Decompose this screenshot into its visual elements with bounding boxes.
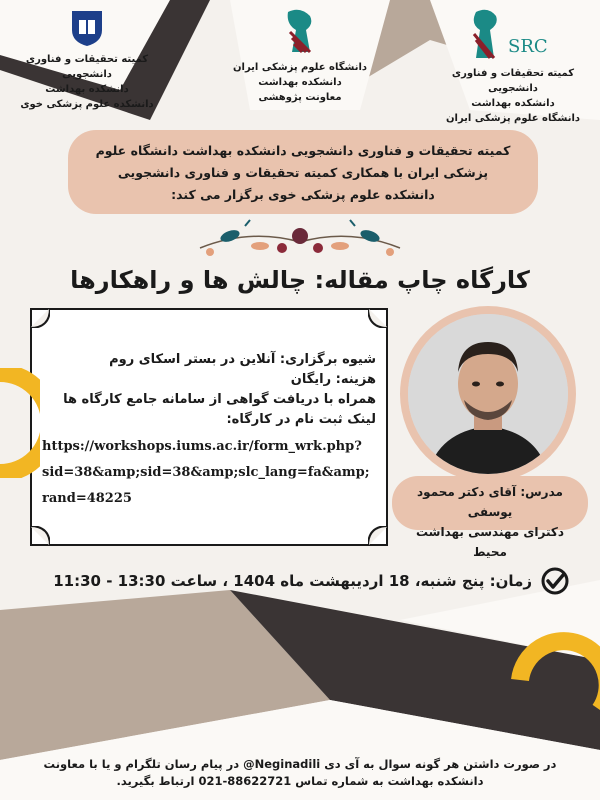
- src-logo-text: SRC: [508, 36, 548, 57]
- registration-link-line1[interactable]: https://workshops.iums.ac.ir/form_wrk.php?: [42, 439, 362, 454]
- registration-link-line3[interactable]: rand=48225: [42, 491, 132, 506]
- info-box: [30, 308, 388, 546]
- logo-right-line2: دانشکده بهداشت: [471, 98, 555, 109]
- teacher-name: مدرس: آقای دکتر محمود یوسفی: [417, 485, 563, 519]
- logo-center-line2: دانشکده بهداشت: [258, 77, 342, 88]
- teacher-portrait-icon: [408, 314, 568, 474]
- corner-notch-icon: [368, 308, 388, 328]
- time-row: [40, 566, 570, 596]
- shield-logo-icon: [69, 8, 105, 48]
- yellow-ring-decoration: [0, 368, 40, 478]
- src-logo-icon: [466, 8, 506, 62]
- footer-line1: در صورت داشتن هر گونه سوال به آی دی Neginadili@ در پیام رسان تلگرام و یا با معاونت: [43, 757, 557, 771]
- info-mode: شیوه برگزاری: آنلاین در بستر اسکای روم: [109, 352, 376, 367]
- intro-line3: دانشکده علوم پزشکی خوی برگزار می کند:: [171, 187, 435, 202]
- logo-center-line3: معاونت پژوهشی: [258, 92, 342, 103]
- workshop-title: کارگاه چاپ مقاله: چالش ها و راهکارها: [70, 266, 530, 294]
- floral-ornament: [190, 218, 410, 260]
- info-certificate: همراه با دریافت گواهی از سامانه جامع کارگاه ها: [63, 392, 376, 407]
- teacher-degree: دکترای مهندسی بهداشت محیط: [415, 525, 565, 559]
- logo-left: [2, 8, 172, 112]
- university-logo-icon: [280, 8, 320, 56]
- intro-box: [68, 130, 538, 214]
- intro-line1: کمیته تحقیقات و فناوری دانشجویی دانشکده بهداشت دانشگاه علوم: [95, 143, 511, 158]
- teacher-photo: [408, 314, 568, 474]
- registration-link-line2[interactable]: sid=38&amp;sid=38&amp;slc_lang=fa&amp;: [42, 465, 370, 480]
- logo-center-line1: دانشگاه علوم پزشکی ایران: [232, 62, 368, 73]
- checkmark-circle-icon: [540, 566, 570, 596]
- info-link-label: لینک ثبت نام در کارگاه:: [226, 412, 376, 427]
- logo-right-line3: دانشگاه علوم پزشکی ایران: [445, 113, 581, 124]
- teacher-box: [392, 476, 588, 559]
- logo-left-line2: دانشکده بهداشت: [45, 84, 129, 95]
- logo-right: [428, 8, 598, 126]
- corner-notch-icon: [30, 526, 50, 546]
- intro-line2: پزشکی ایران با همکاری کمیته تحقیقات و فناوری دانشجویی: [117, 165, 489, 180]
- logo-center: [215, 8, 385, 105]
- event-time: زمان: پنج شنبه، 18 اردیبهشت ماه 1404 ، ساعت 13:30 - 11:30: [53, 572, 532, 590]
- corner-notch-icon: [368, 526, 388, 546]
- logo-left-line1: کمیته تحقیقات و فناوری دانشجویی: [25, 54, 149, 80]
- info-cost: هزینه: رایگان: [290, 372, 376, 387]
- footer-contact: [20, 756, 580, 790]
- corner-notch-icon: [30, 308, 50, 328]
- logo-left-line3: دانشکده علوم پزشکی خوی: [20, 99, 154, 110]
- logo-right-line1: کمیته تحقیقات و فناوری دانشجویی: [451, 68, 575, 94]
- footer-line2: دانشکده بهداشت به شماره تماس 88622721-021 ارتباط بگیرید.: [116, 774, 484, 788]
